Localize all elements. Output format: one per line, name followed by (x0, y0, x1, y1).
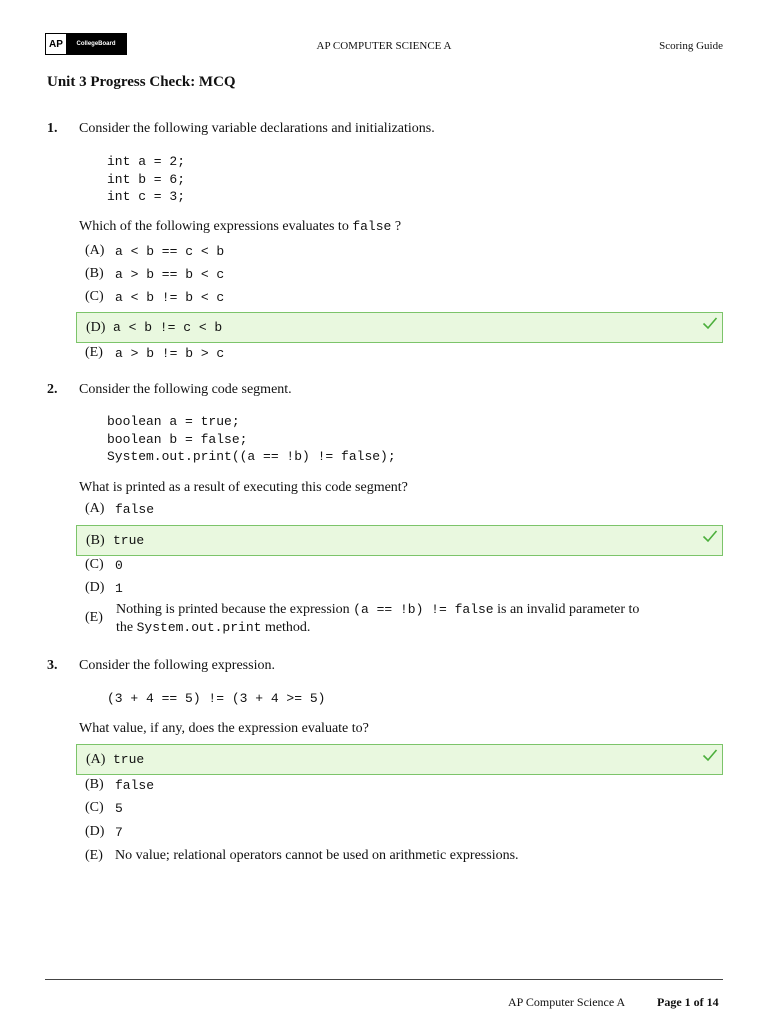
code-line: System.out.print((a == !b) != false); (107, 449, 396, 464)
question-2-intro: Consider the following code segment. (79, 382, 292, 397)
code-line: boolean b = false; (107, 431, 248, 447)
prompt-code: false (352, 219, 392, 234)
option-label: (A) (85, 243, 105, 258)
option-label: (C) (85, 800, 104, 815)
option-label: (C) (85, 557, 104, 572)
option-label: (D) (85, 824, 105, 839)
option-text-part: is an invalid parameter to (493, 602, 640, 617)
option-label: (D) (85, 580, 105, 595)
code-line: (3 + 4 == 5) != (3 + 4 >= 5) (107, 691, 326, 706)
option-label: (D) (86, 319, 106, 335)
checkmark-icon (702, 315, 718, 331)
header-scoring-guide: Scoring Guide (659, 40, 723, 52)
option-text: a > b != b > c (115, 345, 225, 361)
option-text-part: method. (261, 620, 311, 635)
option-label: (B) (85, 777, 104, 792)
code-line: int b = 6; (107, 171, 186, 187)
code-line: int c = 3; (107, 189, 186, 204)
question-1-code (107, 153, 185, 206)
code-line: int a = 2; (107, 154, 186, 169)
option-label: (A) (85, 501, 105, 516)
question-1-option-b[interactable] (79, 262, 719, 286)
option-text: false (115, 777, 155, 793)
question-1-option-e[interactable] (79, 341, 719, 365)
prompt-text: Which of the following expressions evaluates to (79, 219, 353, 234)
option-text: 7 (115, 824, 123, 840)
option-text: true (113, 533, 145, 548)
option-label: (C) (85, 289, 104, 304)
footer-course: AP Computer Science A (508, 995, 626, 1009)
question-2-option-d[interactable] (79, 576, 719, 600)
option-text: true (113, 752, 145, 767)
option-text: 1 (115, 580, 123, 596)
option-text: a > b == b < c (115, 266, 225, 282)
question-3-option-b[interactable] (79, 773, 719, 797)
option-text: a < b == c < b (115, 243, 225, 259)
option-code-part: System.out.print (136, 620, 262, 635)
checkmark-icon (702, 528, 718, 544)
code-line: boolean a = true; (107, 414, 240, 429)
question-2-number: 2. (47, 382, 58, 397)
question-3-option-d[interactable] (79, 820, 719, 844)
option-text (116, 601, 706, 637)
question-2-prompt: What is printed as a result of executing this code segment? (79, 480, 408, 495)
prompt-text: ? (391, 219, 402, 234)
question-2-option-a[interactable] (79, 497, 719, 521)
option-code-part: (a == !b) != false (353, 602, 494, 617)
option-text: 0 (115, 557, 123, 573)
option-text: No value; relational operators cannot be used on arithmetic expressions. (115, 848, 519, 863)
question-3-option-c[interactable] (79, 796, 719, 820)
option-text: 5 (115, 800, 123, 816)
option-text: false (115, 501, 155, 517)
option-label: (B) (86, 532, 105, 548)
question-1-option-c[interactable] (79, 285, 719, 309)
question-2-option-e[interactable] (79, 601, 719, 639)
question-3-prompt: What value, if any, does the expression evaluate to? (79, 721, 369, 736)
question-1-number: 1. (47, 121, 58, 136)
option-text: a < b != b < c (115, 289, 225, 305)
question-3-number: 3. (47, 658, 58, 673)
question-2-option-c[interactable] (79, 553, 719, 577)
checkmark-icon (702, 747, 718, 763)
question-3-intro: Consider the following expression. (79, 658, 275, 673)
question-1-prompt (79, 219, 401, 235)
option-label: (E) (85, 345, 103, 360)
option-text-part: Nothing is printed because the expression (116, 602, 354, 617)
question-3-option-e[interactable] (79, 844, 719, 868)
question-2-code (107, 413, 396, 466)
option-label: (E) (85, 848, 103, 863)
option-label: (E) (85, 610, 103, 625)
option-text: a < b != c < b (113, 320, 223, 335)
question-1-option-a[interactable] (79, 239, 719, 263)
question-1-intro: Consider the following variable declarations and initializations. (79, 121, 435, 136)
header-course: AP COMPUTER SCIENCE A (316, 40, 452, 52)
question-1-option-d-correct[interactable] (76, 312, 723, 343)
option-label: (B) (85, 266, 104, 281)
logo-ap-text: AP (46, 34, 66, 54)
question-3-option-a-correct[interactable] (76, 744, 723, 775)
footer-page-number: Page 1 of 14 (657, 995, 719, 1009)
option-text-part: the (116, 620, 137, 635)
option-label: (A) (86, 751, 106, 767)
question-2-option-b-correct[interactable] (76, 525, 723, 556)
question-3-code (107, 690, 325, 708)
page-title: Unit 3 Progress Check: MCQ (47, 74, 236, 90)
footer-divider (45, 979, 723, 980)
logo-collegeboard-text: CollegeBoard (66, 34, 126, 54)
